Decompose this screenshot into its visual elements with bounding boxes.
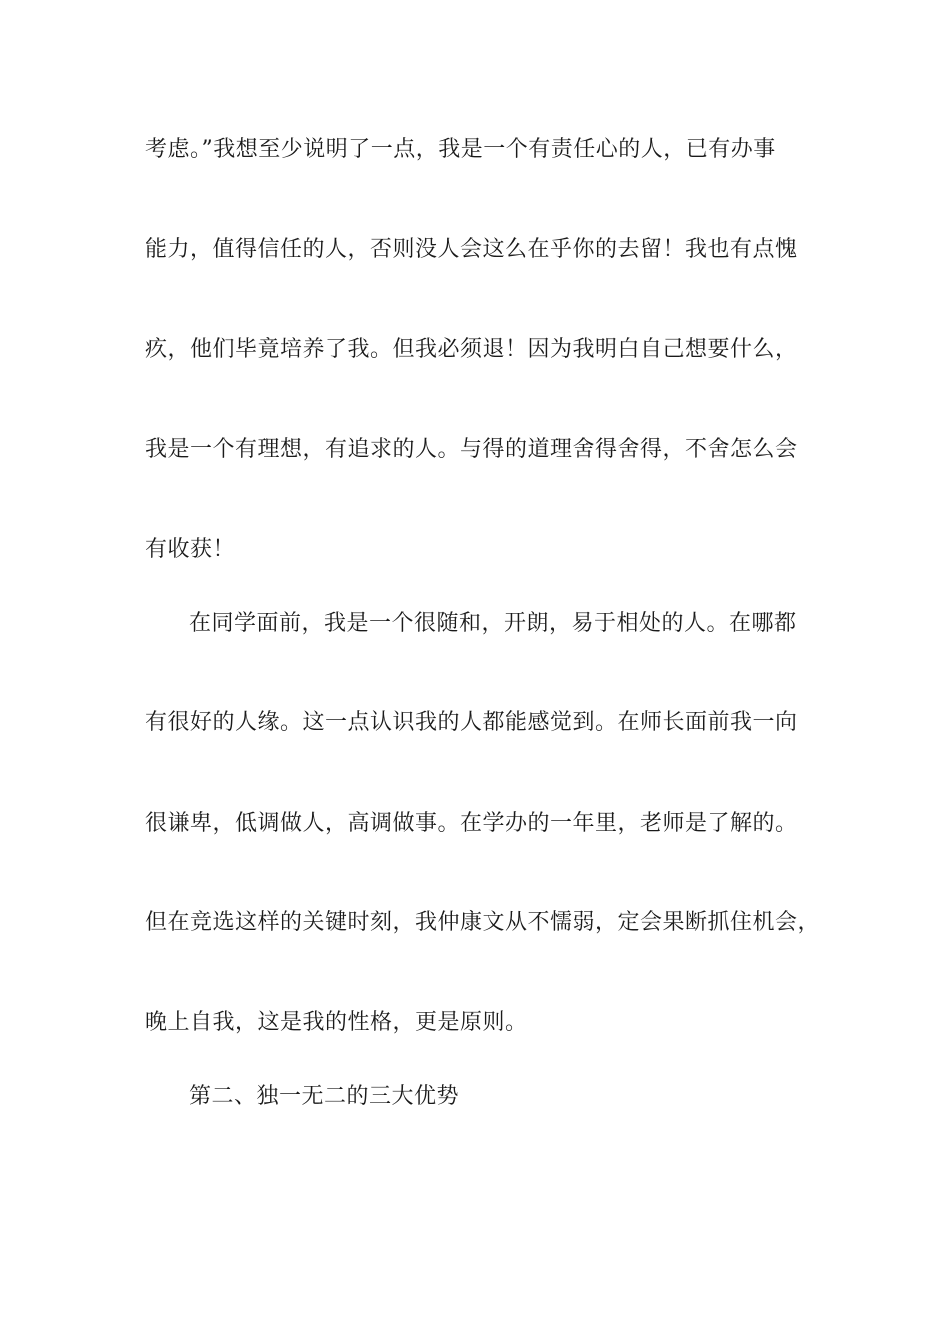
text-line: 考虑。”我想至少说明了一点，我是一个有责任心的人，已有办事 (145, 137, 776, 162)
text-line: 能力，值得信任的人，否则没人会这么在乎你的去留！我也有点愧 (145, 237, 798, 262)
text-line: 有很好的人缘。这一点认识我的人都能感觉到。在师长面前我一向 (145, 710, 798, 735)
text-line: 疚，他们毕竟培养了我。但我必须退！因为我明白自己想要什么， (145, 337, 798, 362)
text-line: 很谦卑，低调做人，高调做事。在学办的一年里，老师是了解的。 (145, 811, 798, 836)
text-line: 晚上自我，这是我的性格，更是原则。 (145, 1010, 528, 1035)
text-line: 有收获！ (145, 537, 236, 562)
text-line: 但在竞选这样的关键时刻，我仲康文从不懦弱，定会果断抓住机会， (145, 910, 821, 935)
section-heading: 第二、独一无二的三大优势 (189, 1084, 460, 1109)
paragraph-start-line: 在同学面前，我是一个很随和，开朗，易于相处的人。在哪都 (189, 611, 797, 636)
text-line: 我是一个有理想，有追求的人。与得的道理舍得舍得，不舍怎么会 (145, 437, 798, 462)
